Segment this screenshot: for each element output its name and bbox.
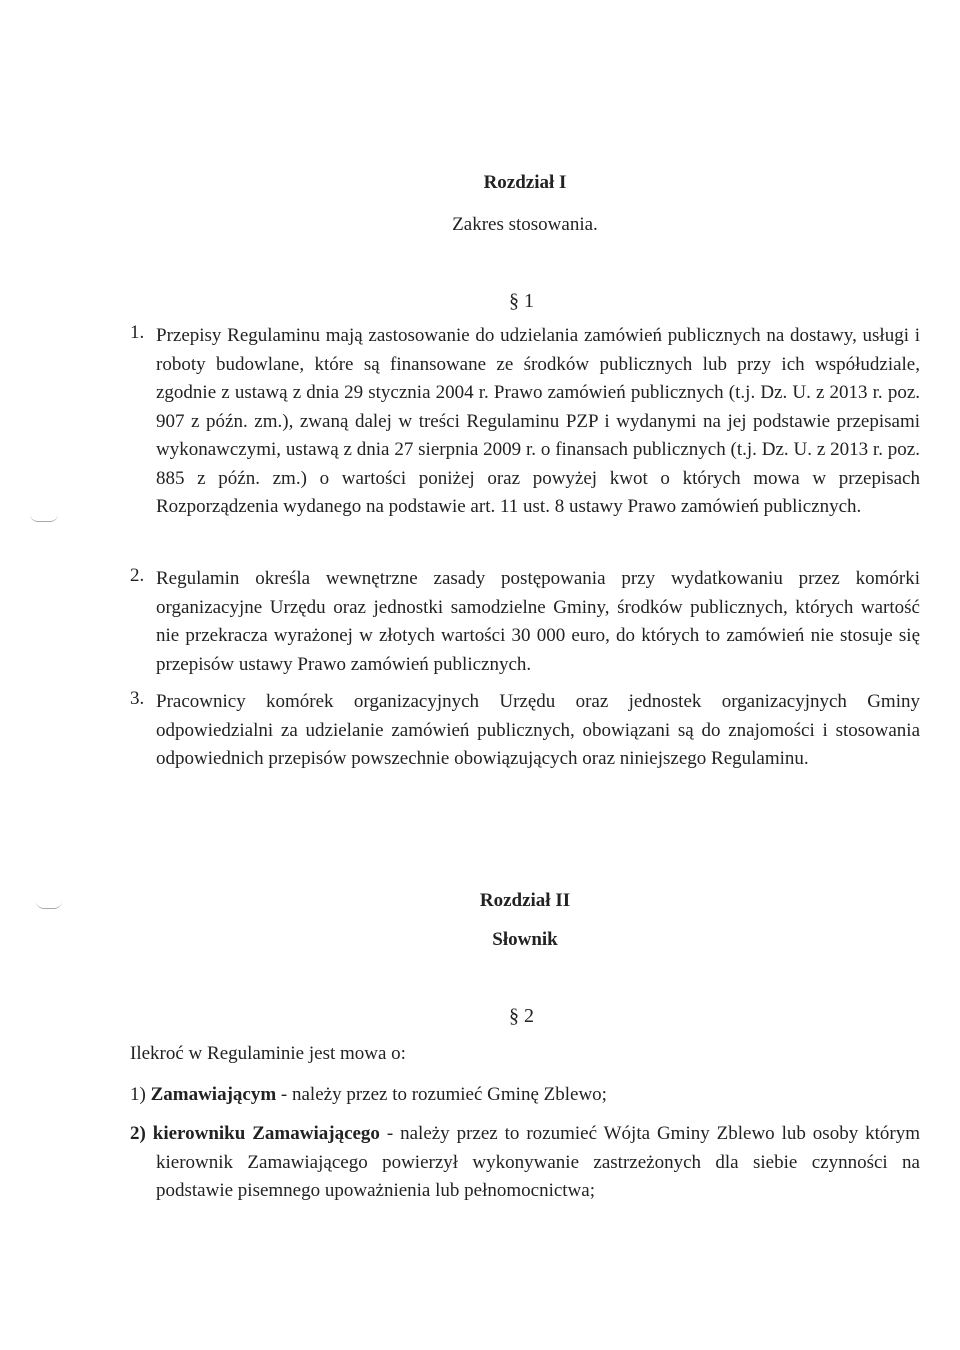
definition-term: Zamawiającym [150, 1084, 277, 1105]
chapter-2-subtitle: Słownik [492, 929, 558, 950]
definition-text: - należy przez to rozumieć Gminę Zblewo; [276, 1084, 607, 1105]
item-text: Pracownicy komórek organizacyjnych Urzędu oraz jednostek organizacyjnych Gminy odpowiedzialni za udzielanie zamówień publicznych, obowiązani są do znajomości i stosowania odpowiednich przepisów powszechnie obowiązujących oraz niniejszego Regulaminu. [156, 691, 920, 769]
section-2-intro: Ilekroć w Regulaminie jest mowa o: [130, 1043, 406, 1064]
scan-mark [36, 894, 62, 909]
definition-2 [130, 1120, 920, 1206]
section-1-item-3 [130, 688, 920, 774]
item-number: 1. [130, 322, 145, 343]
section-2-sign: § 2 [509, 1005, 534, 1027]
item-text: Przepisy Regulaminu mają zastosowanie do udzielania zamówień publicznych na dostawy, usługi i roboty budowlane, które są finansowane ze środków publicznych lub przy ich współudziale, zgodnie z ustawą z dnia 29 stycznia 2004 r. Prawo zamówień publicznych (t.j. Dz. U. z 2013 r. poz. 907 z późn. zm.), zwaną dalej w treści Regulaminu PZP i wydanymi na jej podstawie przepisami wykonawczymi, ustawą z dnia 27 sierpnia 2009 r. o finansach publicznych (t.j. Dz. U. z 2013 r. poz. 885 z późn. zm.) o wartości poniżej oraz powyżej kwot o których mowa w przepisach Rozporządzenia wydanego na podstawie art. 11 ust. 8 ustawy Prawo zamówień publicznych. [156, 325, 920, 517]
section-1-item-2 [130, 565, 920, 679]
chapter-1-subtitle: Zakres stosowania. [452, 214, 598, 235]
definition-term: kierowniku Zamawiającego [152, 1123, 380, 1144]
definition-text: - należy przez to rozumieć Wójta Gminy Zblewo lub osoby którym kierownik Zamawiającego powierzył wykonywanie zastrzeżonych dla siebie czynności na podstawie pisemnego upoważnienia lub pełnomocnictwa; [156, 1123, 921, 1201]
chapter-1-title: Rozdział I [483, 172, 567, 193]
item-number: 2. [130, 565, 145, 586]
definition-number: 2) [130, 1123, 146, 1144]
section-1-item-1 [130, 322, 920, 522]
scan-mark [30, 505, 58, 522]
definition-1 [130, 1081, 920, 1110]
section-1-sign: § 1 [509, 290, 534, 312]
item-text: Regulamin określa wewnętrzne zasady postępowania przy wydatkowaniu przez komórki organizacyjne Urzędu oraz jednostki samodzielne Gminy, środków publicznych, których wartość nie przekracza wyrażonej w złotych wartości 30 000 euro, do których to zamówień nie stosuje się przepisów ustawy Prawo zamówień publicznych. [156, 568, 920, 675]
chapter-2-title: Rozdział II [479, 890, 571, 911]
definition-number: 1) [130, 1084, 146, 1105]
item-number: 3. [130, 688, 145, 709]
